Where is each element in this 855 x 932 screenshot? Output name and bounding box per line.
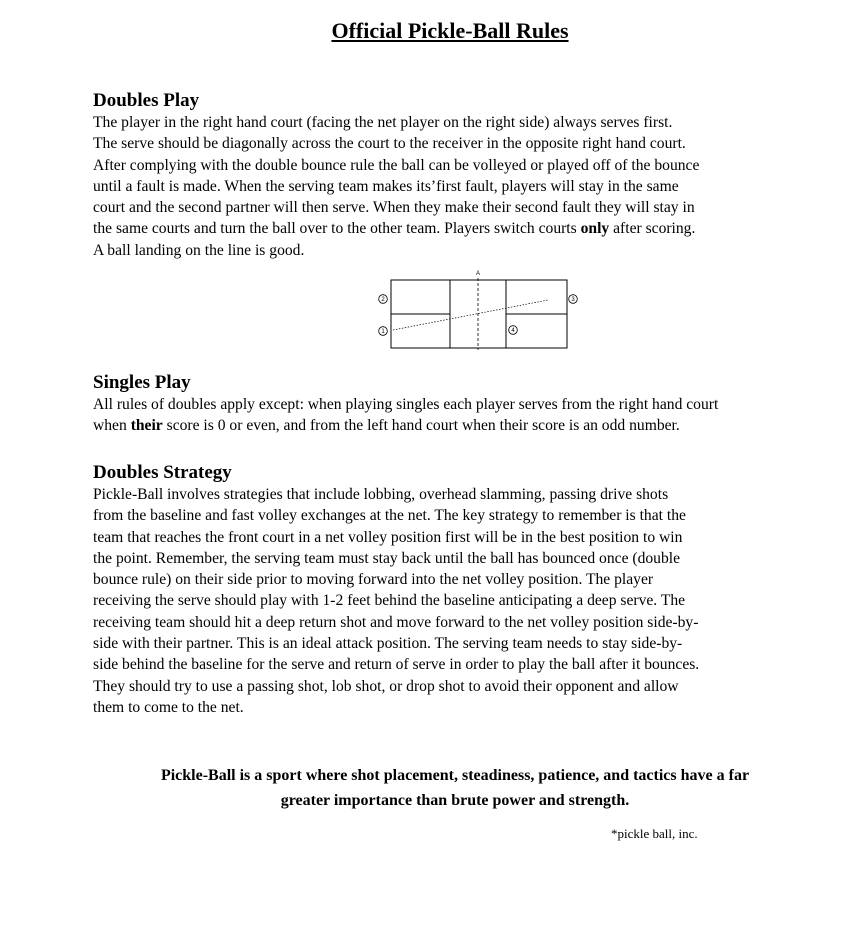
player-marker-4 (509, 326, 518, 335)
document-title: Official Pickle-Ball Rules (331, 18, 569, 43)
text-line: receiving the serve should play with 1-2 feet behind the baseline anticipating a deep serve. The (93, 592, 686, 610)
text-line: The serve should be diagonally across the court to the receiver in the opposite right hand court. (93, 135, 686, 153)
section-singles-play (93, 372, 838, 437)
section-body (93, 112, 838, 261)
svg-text:1: 1 (381, 329, 385, 336)
text-line: bounce rule) on their side prior to moving forward into the net volley position. The player (93, 571, 654, 589)
text-line: court and the second partner will then serve. When they make their second fault they will stay in (93, 199, 695, 217)
text-line: score is 0 or even, and from the left hand court when their score is an odd number. (162, 417, 680, 435)
text-line: All rules of doubles apply except: when playing singles each player serves from the right hand court (93, 396, 719, 413)
emphasis-text: their (130, 417, 163, 435)
text-line: them to come to the net. (93, 698, 244, 716)
closing-statement (110, 763, 800, 813)
section-doubles-strategy (93, 462, 838, 718)
text-line: team that reaches the front court in a net volley position first will be in the best position to win (93, 528, 683, 546)
svg-text:2: 2 (381, 297, 385, 304)
text-line: the point. Remember, the serving team must stay back until the ball has bounced once (double (93, 549, 681, 567)
text-line: receiving team should hit a deep return shot and move forward to the net volley position side-by- (93, 613, 699, 631)
section-body (93, 484, 838, 718)
serve-path (393, 300, 548, 330)
closing-line: greater importance than brute power and strength. (280, 792, 630, 809)
emphasis-text: only (580, 220, 610, 238)
text-line: after scoring. (609, 220, 696, 238)
svg-text:3: 3 (571, 297, 575, 304)
text-line: when (93, 417, 131, 435)
text-line: from the baseline and fast volley exchanges at the net. The key strategy to remember is that the (93, 507, 686, 525)
section-heading: Doubles Play (93, 90, 200, 111)
svg-text:4: 4 (511, 328, 515, 335)
section-body (93, 394, 838, 437)
text-line: After complying with the double bounce rule the ball can be volleyed or played off of the bounce (93, 156, 700, 174)
text-line: until a fault is made. When the serving team makes its’first fault, players will stay in the same (93, 177, 679, 195)
closing-line: Pickle-Ball is a sport where shot placement, steadiness, patience, and tactics have a far (160, 767, 750, 784)
court-diagram (372, 268, 584, 358)
text-line: side with their partner. This is an ideal attack position. The serving team needs to stay side-by- (93, 635, 683, 653)
text-line: Pickle-Ball involves strategies that include lobbing, overhead slamming, passing drive shots (93, 486, 669, 503)
text-line: They should try to use a passing shot, lob shot, or drop shot to avoid their opponent and allow (93, 677, 679, 695)
player-marker-2 (379, 295, 388, 304)
section-doubles-play (93, 90, 838, 261)
credit-text: *pickle ball, inc. (611, 826, 698, 841)
player-marker-3 (569, 295, 578, 304)
text-line: the same courts and turn the ball over to the other team. Players switch courts (93, 220, 581, 238)
text-line: The player in the right hand court (facing the net player on the right side) always serves first. (93, 114, 673, 131)
section-heading: Singles Play (93, 372, 191, 393)
section-heading: Doubles Strategy (93, 462, 232, 483)
text-line: side behind the baseline for the serve and return of serve in order to play the ball after it bounces. (93, 656, 700, 674)
net-label: A (475, 271, 481, 277)
text-line: A ball landing on the line is good. (93, 241, 305, 259)
player-marker-1 (379, 327, 388, 336)
